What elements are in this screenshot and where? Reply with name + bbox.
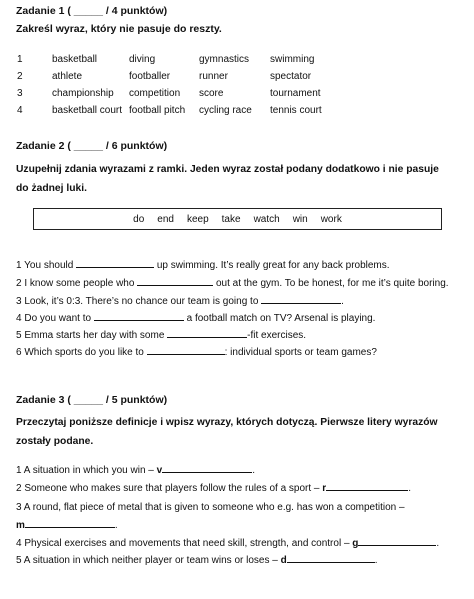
first-letter: g — [352, 538, 359, 549]
sentence-number: 5 — [16, 330, 22, 341]
task1-header: Zadanie 1 ( _____ / 4 punktów) — [16, 5, 168, 17]
answer-blank[interactable] — [326, 481, 408, 491]
sentence-start: Emma starts her day with some — [24, 330, 165, 341]
sentence-number: 1 — [16, 260, 22, 271]
task3-item — [16, 553, 377, 566]
first-letter: r — [322, 483, 327, 494]
word-option[interactable]: score — [199, 88, 224, 99]
item-number: 5 — [16, 555, 22, 566]
task2-sentence — [16, 276, 449, 289]
item-end: . — [408, 483, 411, 494]
sentence-end: out at the gym. To be honest, for me it’s quite boring. — [215, 278, 449, 289]
first-letter: d — [280, 555, 287, 566]
task2-instruction: Uzupełnij zdania wyrazami z ramki. Jeden wyraz został podany dodatkowo i nie pasuje do żadnej luki. — [16, 164, 439, 194]
definition-text: A round, flat piece of metal that is given to someone who e.g. has won a competition – — [23, 502, 405, 513]
answer-blank[interactable] — [287, 553, 375, 563]
word-option[interactable]: runner — [199, 71, 228, 82]
item-end: . — [436, 538, 440, 549]
word-option[interactable]: football pitch — [129, 105, 186, 116]
sentence-start: Which sports do you like to — [24, 347, 144, 358]
box-word: watch — [253, 213, 280, 225]
item-number: 2 — [16, 483, 22, 494]
definition-text: Someone who makes sure that players follow the rules of a sport – — [24, 483, 320, 494]
word-option[interactable]: athlete — [52, 71, 83, 82]
answer-blank[interactable] — [137, 276, 213, 286]
answer-blank[interactable] — [94, 311, 184, 321]
sentence-number: 6 — [16, 347, 22, 358]
item-end: . — [374, 555, 378, 566]
word-option[interactable]: footballer — [129, 71, 171, 82]
row-number: 4 — [17, 105, 23, 116]
word-option[interactable]: tennis court — [270, 105, 322, 116]
answer-blank[interactable] — [358, 536, 436, 546]
answer-blank[interactable] — [261, 294, 341, 304]
word-option[interactable]: tournament — [270, 88, 321, 99]
word-option[interactable]: competition — [129, 88, 181, 99]
sentence-start: Look, it’s 0:3. There’s no chance our team is going to — [24, 296, 259, 307]
word-option[interactable]: championship — [52, 88, 114, 99]
sentence-start: You should — [24, 260, 74, 271]
task3-item — [16, 499, 416, 535]
task2-sentence — [16, 294, 344, 307]
task2-header: Zadanie 2 ( _____ / 6 punktów) — [16, 140, 168, 152]
box-word: end — [157, 213, 174, 225]
task3-instruction: Przeczytaj poniższe definicje i wpisz wyrazy, których dotyczą. Pierwsze litery wyrazów zostały podane. — [16, 417, 438, 447]
first-letter: m — [16, 520, 25, 531]
word-option[interactable]: basketball court — [52, 105, 123, 116]
sentence-end: a football match on TV? Arsenal is playing. — [186, 313, 376, 324]
row-number: 1 — [17, 54, 23, 65]
item-end: . — [114, 520, 118, 531]
word-option[interactable]: spectator — [270, 71, 312, 82]
task3-item — [16, 463, 255, 476]
word-option[interactable]: cycling race — [199, 105, 252, 116]
sentence-start: I know some people who — [24, 278, 135, 289]
task3-header: Zadanie 3 ( _____ / 5 punktów) — [16, 394, 168, 406]
answer-blank[interactable] — [167, 328, 247, 338]
task3-item — [16, 481, 411, 494]
word-option[interactable]: diving — [129, 54, 156, 65]
sentence-number: 2 — [16, 278, 22, 289]
task3-item — [16, 536, 439, 549]
sentence-end: . — [341, 296, 344, 307]
answer-blank[interactable] — [25, 518, 115, 528]
item-end: . — [252, 465, 255, 476]
task2-sentence — [16, 311, 375, 324]
definition-text: A situation in which neither player or team wins or loses – — [23, 555, 278, 566]
box-word: do — [133, 213, 145, 225]
box-word: keep — [186, 213, 209, 225]
box-word: win — [292, 213, 308, 225]
answer-blank[interactable] — [76, 258, 154, 268]
task2-sentence — [16, 345, 377, 358]
answer-blank[interactable] — [162, 463, 252, 473]
row-number: 3 — [17, 88, 23, 99]
item-number: 3 — [16, 502, 22, 513]
sentence-number: 4 — [16, 313, 22, 324]
box-word: take — [221, 213, 241, 225]
row-number: 2 — [17, 71, 23, 82]
box-word: work — [320, 213, 342, 225]
sentence-end: -fit exercises. — [247, 330, 307, 341]
word-option[interactable]: basketball — [52, 54, 98, 65]
word-box — [33, 208, 442, 230]
task2-sentence — [16, 258, 390, 271]
task1-instruction: Zakreśl wyraz, który nie pasuje do reszty. — [16, 23, 222, 35]
item-number: 1 — [16, 465, 22, 476]
sentence-number: 3 — [16, 296, 22, 307]
word-option[interactable]: swimming — [270, 54, 315, 65]
sentence-end: : individual sports or team games? — [224, 347, 377, 358]
answer-blank[interactable] — [147, 345, 225, 355]
item-number: 4 — [16, 538, 22, 549]
task2-sentence — [16, 328, 306, 341]
definition-text: A situation in which you win – — [23, 465, 154, 476]
definition-text: Physical exercises and movements that need skill, strength, and control – — [24, 538, 350, 549]
sentence-start: Do you want to — [24, 313, 92, 324]
word-option[interactable]: gymnastics — [199, 54, 250, 65]
first-letter: v — [156, 465, 163, 476]
sentence-end: up swimming. It’s really great for any back problems. — [156, 260, 390, 271]
